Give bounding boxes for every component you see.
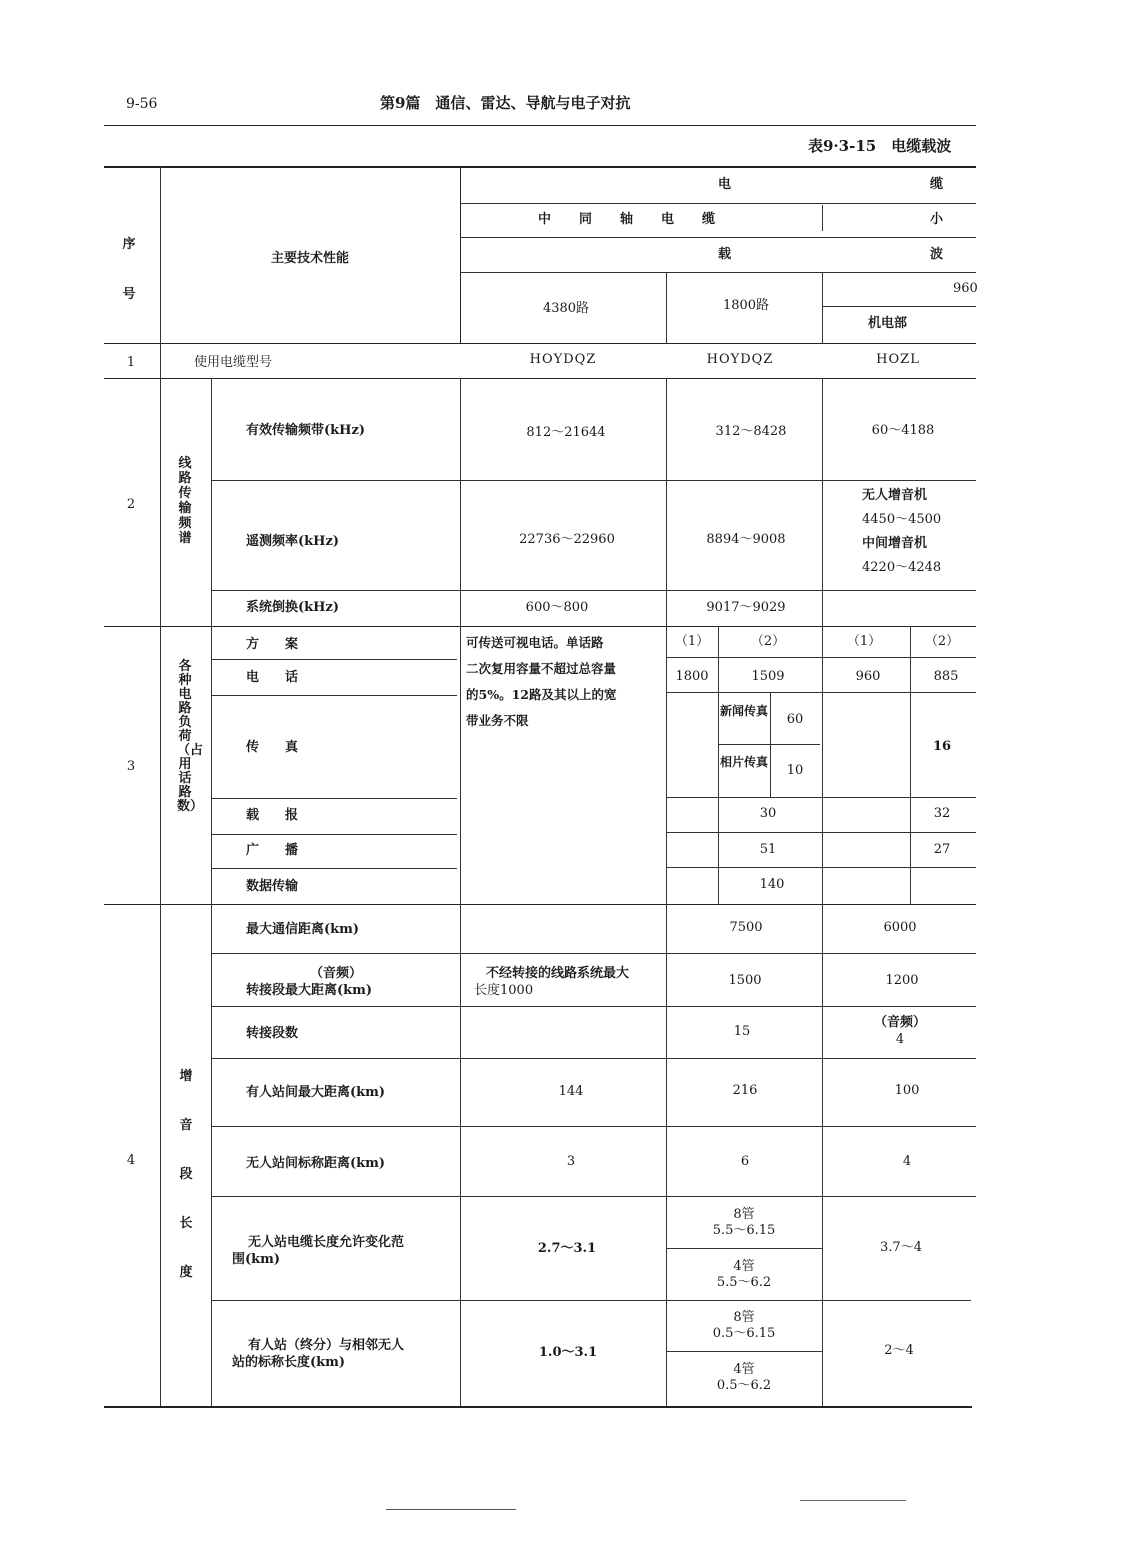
head-group-top-left: 电 bbox=[718, 177, 732, 192]
row3-value-rule-1 bbox=[666, 657, 976, 658]
row3-note bbox=[466, 630, 616, 734]
row3-fax-photo-label: 相片传真 bbox=[720, 755, 769, 769]
row3-broadcast-1800: 51 bbox=[759, 842, 777, 857]
row3-scheme-1800-2: （2） bbox=[750, 634, 786, 649]
col-header-960: 960 bbox=[953, 281, 978, 296]
row4-transfer-4380 bbox=[474, 965, 630, 999]
row3-note-line-4: 带业务不限 bbox=[466, 713, 529, 728]
row2-band-4380: 812～21644 bbox=[526, 425, 606, 440]
head-rule-960 bbox=[822, 306, 976, 307]
row3-label-rule-3 bbox=[211, 798, 457, 799]
row4-cablevar-label bbox=[232, 1234, 405, 1268]
row3-label-rule-1 bbox=[211, 659, 457, 660]
row4-cablevar-1800-a-line-1: 8管 bbox=[733, 1207, 755, 1222]
row2-telemetry-960-line-3: 中间增音机 bbox=[862, 536, 928, 551]
row4-segments-960 bbox=[874, 1014, 926, 1048]
row4-split-rule-a bbox=[666, 1248, 822, 1249]
row3-note-line-1: 可传送可视电话。单话路 bbox=[466, 635, 604, 650]
row3-broadcast-960: 27 bbox=[933, 842, 951, 857]
head-rule-2 bbox=[460, 237, 976, 238]
row4-transfer-label-line-1: （音频） bbox=[310, 966, 363, 981]
table-top-rule bbox=[104, 166, 976, 168]
row4-transfer-4380-line-2: 长度1000 bbox=[474, 983, 534, 998]
row4-maxdist-1800: 7500 bbox=[729, 920, 763, 935]
row4-cablevar-1800-b-line-1: 4管 bbox=[733, 1259, 755, 1274]
row4-cablevar-960: 3.7～4 bbox=[880, 1240, 922, 1255]
col-sep-4380 bbox=[666, 378, 667, 1406]
row3-number: 3 bbox=[126, 759, 136, 774]
row4-terminal-label-line-1: 有人站（终分）与相邻无人 bbox=[248, 1338, 405, 1353]
row1-value-1800: HOYDQZ bbox=[706, 352, 774, 367]
row4-unmanned-1800: 6 bbox=[740, 1154, 750, 1169]
row2-telemetry-960 bbox=[862, 484, 941, 580]
row3-note-line-3: 的5%。12路及其以上的宽 bbox=[466, 687, 617, 702]
row4-transfer-label bbox=[246, 965, 372, 999]
col-sep-sub-head bbox=[822, 205, 823, 231]
row2-telemetry-1800: 8894～9008 bbox=[706, 532, 786, 547]
row2-telemetry-4380: 22736～22960 bbox=[519, 532, 615, 547]
row3-broadcast-label: 广 播 bbox=[246, 843, 299, 858]
row3-phone-1800-1: 1800 bbox=[675, 669, 709, 684]
row4-transfer-1800: 1500 bbox=[728, 973, 762, 988]
row3-fax-news-value: 60 bbox=[786, 712, 804, 727]
row4-rule-6 bbox=[211, 1300, 971, 1301]
head-rule-3 bbox=[460, 272, 976, 273]
row1-bottom-rule bbox=[104, 378, 976, 379]
head-sub-left: 中同轴电缆 bbox=[538, 212, 744, 227]
col-header-1800: 1800路 bbox=[722, 298, 770, 313]
row4-unmanned-960: 4 bbox=[902, 1154, 912, 1169]
row3-scheme-1800-1: （1） bbox=[674, 634, 710, 649]
row3-telegraph-1800: 30 bbox=[759, 806, 777, 821]
head-carrier-right: 波 bbox=[930, 247, 944, 262]
row4-terminal-1800-a bbox=[713, 1310, 776, 1342]
row4-maxdist-label: 最大通信距离(km) bbox=[246, 922, 360, 937]
row2-group-label: 线路传输频谱 bbox=[178, 456, 192, 546]
row3-fax-photo-value: 10 bbox=[786, 763, 804, 778]
row3-phone-1800-2: 1509 bbox=[751, 669, 785, 684]
row1-label: 使用电缆型号 bbox=[194, 355, 273, 370]
row3-value-rule-3 bbox=[666, 797, 976, 798]
row4-rule-2 bbox=[211, 1006, 976, 1007]
row3-scheme-960-2: （2） bbox=[924, 634, 960, 649]
row4-cablevar-label-line-2: 围(km) bbox=[232, 1252, 281, 1267]
row3-value-rule-2 bbox=[666, 692, 976, 693]
chapter-title: 第9篇 通信、雷达、导航与电子对抗 bbox=[380, 94, 631, 112]
table-title: 表9·3-15 电缆载波 bbox=[808, 137, 952, 155]
row2-switchover-label: 系统倒换(kHz) bbox=[246, 600, 339, 615]
row4-cablevar-1800-b-line-2: 5.5～6.2 bbox=[716, 1275, 772, 1290]
scan-mark-2 bbox=[800, 1500, 906, 1501]
row2-switchover-1800: 9017～9029 bbox=[706, 600, 786, 615]
col-sep-1800-head bbox=[822, 272, 823, 343]
col-header-jidianbu: 机电部 bbox=[868, 316, 908, 331]
row3-phone-960-2: 885 bbox=[933, 669, 959, 684]
row4-segments-960-line-1: （音频） bbox=[873, 1015, 927, 1030]
row4-cablevar-1800-a bbox=[713, 1207, 776, 1239]
row4-number: 4 bbox=[126, 1153, 136, 1168]
row4-transfer-label-line-2: 转接段最大距离(km) bbox=[246, 983, 373, 998]
row3-data-1800: 140 bbox=[759, 877, 785, 892]
row2-bottom-rule bbox=[104, 626, 976, 627]
row4-terminal-1800-b bbox=[717, 1362, 771, 1394]
row2-telemetry-960-line-1: 无人增音机 bbox=[862, 488, 928, 503]
row1-value-4380: HOYDQZ bbox=[529, 352, 597, 367]
row4-manned-4380: 144 bbox=[558, 1084, 584, 1099]
row4-transfer-4380-line-1: 不经转接的线路系统最大 bbox=[486, 966, 630, 981]
col-sep-property-head bbox=[460, 166, 461, 343]
seq-header: 序号 bbox=[122, 237, 136, 302]
row4-unmanned-label: 无人站间标称距离(km) bbox=[246, 1156, 386, 1171]
row2-number: 2 bbox=[126, 497, 136, 512]
row3-scheme-label: 方 案 bbox=[246, 637, 299, 652]
row2-switchover-4380: 600～800 bbox=[525, 600, 589, 615]
row3-data-label: 数据传输 bbox=[246, 879, 299, 894]
col-sep-seq bbox=[160, 166, 161, 1406]
row4-terminal-1800-a-line-2: 0.5～6.15 bbox=[712, 1326, 776, 1341]
row2-telemetry-960-line-2: 4450～4500 bbox=[862, 512, 942, 527]
page-number: 9-56 bbox=[126, 96, 158, 112]
col-header-4380: 4380路 bbox=[542, 301, 590, 316]
row4-terminal-1800-b-line-1: 4管 bbox=[733, 1362, 755, 1377]
row3-fax-label: 传 真 bbox=[246, 740, 299, 755]
row3-sep-fax-inner bbox=[770, 692, 771, 797]
row4-cablevar-1800-b bbox=[717, 1259, 771, 1291]
row4-split-rule-b bbox=[666, 1351, 822, 1352]
row4-terminal-4380: 1.0～3.1 bbox=[538, 1345, 598, 1360]
head-bottom-rule bbox=[104, 343, 976, 344]
row4-rule-1 bbox=[211, 953, 976, 954]
header-rule bbox=[104, 125, 976, 126]
row4-terminal-label-line-2: 站的标称长度(km) bbox=[232, 1355, 346, 1370]
row4-terminal-label bbox=[232, 1337, 405, 1371]
row4-rule-5 bbox=[211, 1196, 976, 1197]
table-bottom-rule bbox=[104, 1406, 972, 1408]
row4-manned-1800: 216 bbox=[732, 1083, 758, 1098]
head-carrier-left: 载 bbox=[718, 247, 732, 262]
row3-sep-960-a bbox=[910, 626, 911, 904]
row4-manned-960: 100 bbox=[894, 1083, 920, 1098]
property-header: 主要技术性能 bbox=[270, 251, 350, 266]
col-sep-property bbox=[460, 378, 461, 1406]
row4-cablevar-label-line-1: 无人站电缆长度允许变化范 bbox=[248, 1235, 405, 1250]
col-sep-1800 bbox=[822, 378, 823, 1406]
row3-scheme-960-1: （1） bbox=[846, 634, 882, 649]
row4-segments-label: 转接段数 bbox=[246, 1026, 299, 1041]
row3-value-rule-5 bbox=[666, 867, 976, 868]
row3-bottom-rule bbox=[104, 904, 976, 905]
row3-fax-split-rule bbox=[718, 744, 820, 745]
row2-rule-2 bbox=[211, 590, 976, 591]
row3-value-rule-4 bbox=[666, 832, 976, 833]
row3-group-label: 各种电路负荷（占用话路数） bbox=[177, 659, 204, 814]
row4-manned-label: 有人站间最大距离(km) bbox=[246, 1085, 386, 1100]
row4-transfer-960: 1200 bbox=[885, 973, 919, 988]
row3-sep-1800-a bbox=[718, 626, 719, 904]
row4-terminal-1800-a-line-1: 8管 bbox=[733, 1310, 755, 1325]
row4-maxdist-960: 6000 bbox=[883, 920, 917, 935]
head-rule-1 bbox=[460, 203, 976, 204]
row3-label-rule-5 bbox=[211, 868, 457, 869]
row4-terminal-1800-b-line-2: 0.5～6.2 bbox=[716, 1378, 772, 1393]
row2-rule-1 bbox=[211, 480, 976, 481]
row4-group-label: 增音段长度 bbox=[179, 1069, 193, 1280]
row2-telemetry-label: 遥测频率(kHz) bbox=[246, 534, 339, 549]
row4-cablevar-1800-a-line-2: 5.5～6.15 bbox=[712, 1223, 776, 1238]
row4-cablevar-4380: 2.7～3.1 bbox=[537, 1241, 597, 1256]
head-group-top-right: 缆 bbox=[930, 177, 944, 192]
row3-telegraph-label: 载 报 bbox=[246, 808, 299, 823]
row4-rule-4 bbox=[211, 1126, 976, 1127]
row4-segments-960-line-2: 4 bbox=[895, 1032, 905, 1047]
row3-fax-960-2: 16 bbox=[932, 739, 952, 754]
row1-value-960: HOZL bbox=[876, 352, 920, 367]
row3-label-rule-2 bbox=[211, 695, 457, 696]
row2-band-1800: 312～8428 bbox=[715, 424, 787, 439]
row4-segments-1800: 15 bbox=[733, 1024, 751, 1039]
row3-label-rule-4 bbox=[211, 834, 457, 835]
row2-band-label: 有效传输频带(kHz) bbox=[246, 423, 365, 438]
head-sub-right: 小 bbox=[930, 212, 944, 227]
row1-number: 1 bbox=[126, 355, 136, 370]
row3-fax-news-label: 新闻传真 bbox=[720, 704, 769, 718]
col-sep-group bbox=[211, 378, 212, 1406]
row4-rule-3 bbox=[211, 1058, 976, 1059]
col-sep-4380-head bbox=[666, 272, 667, 343]
row3-phone-960-1: 960 bbox=[855, 669, 881, 684]
row2-band-960: 60～4188 bbox=[871, 423, 935, 438]
row3-note-line-2: 二次复用容量不超过总容量 bbox=[466, 661, 617, 676]
scan-mark-1 bbox=[386, 1509, 516, 1510]
row4-terminal-960: 2～4 bbox=[884, 1343, 914, 1358]
row3-phone-label: 电 话 bbox=[246, 670, 299, 685]
row3-telegraph-960: 32 bbox=[933, 806, 951, 821]
row4-unmanned-4380: 3 bbox=[566, 1154, 576, 1169]
row2-telemetry-960-line-4: 4220～4248 bbox=[862, 560, 942, 575]
